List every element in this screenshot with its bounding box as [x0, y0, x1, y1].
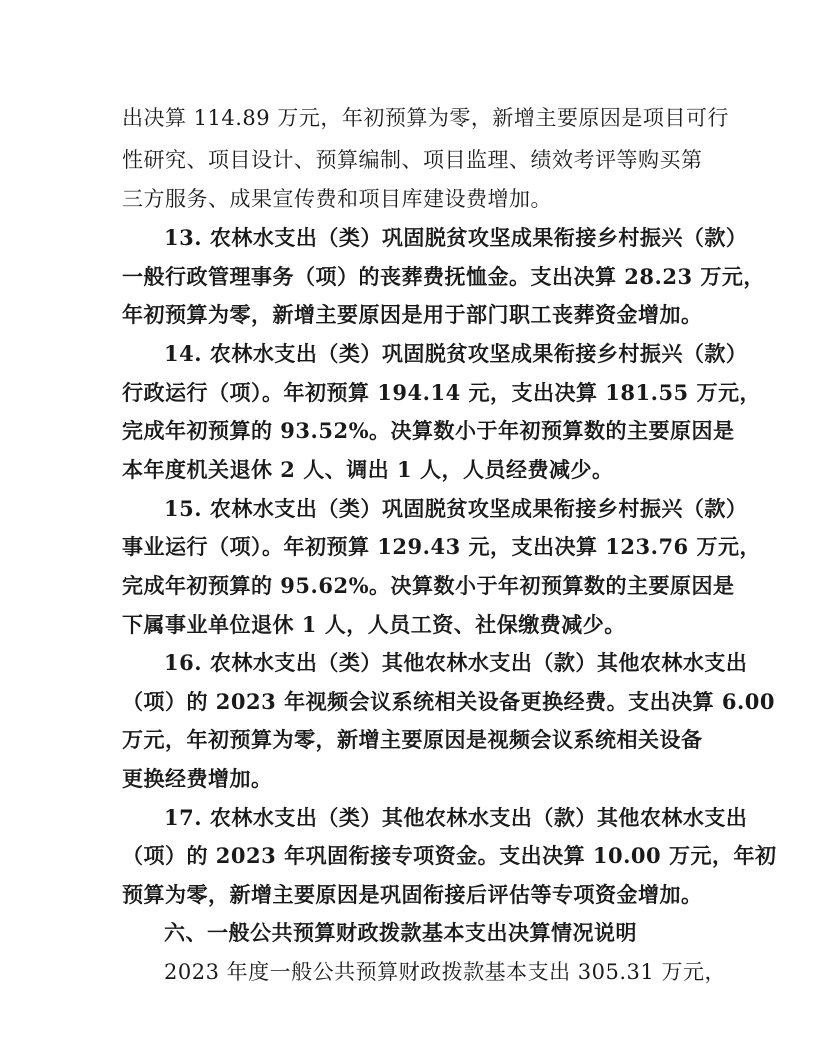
item-15-line: 完成年初预算的 95.62%。决算数小于年初预算数的主要原因是	[122, 573, 735, 598]
item-14-line: 14. 农林水支出（类）巩固脱贫攻坚成果衔接乡村振兴（款）	[164, 341, 748, 366]
item-15-line: 下属事业单位退休 1 人，人员工资、社保缴费减少。	[122, 612, 626, 637]
item-17-line: （项）的 2023 年巩固衔接专项资金。支出决算 10.00 万元，年初	[122, 843, 777, 868]
item-13-line: 13. 农林水支出（类）巩固脱贫攻坚成果衔接乡村振兴（款）	[164, 225, 748, 250]
item-16-line: 万元，年初预算为零，新增主要原因是视频会议系统相关设备	[122, 727, 703, 752]
paragraph-line: 性研究、项目设计、预算编制、项目监理、绩效考评等购买第	[122, 148, 703, 172]
paragraph-line: 出决算 114.89 万元，年初预算为零，新增主要原因是项目可行	[122, 106, 729, 130]
item-14-line: 行政运行（项）。年初预算 194.14 元，支出决算 181.55 万元，	[122, 380, 761, 405]
paragraph-line: 2023 年度一般公共预算财政拨款基本支出 305.31 万元，	[164, 960, 726, 984]
item-13-line: 一般行政管理事务（项）的丧葬费抚恤金。支出决算 28.23 万元，	[122, 264, 765, 289]
section-heading: 六、一般公共预算财政拨款基本支出决算情况说明	[164, 920, 637, 945]
item-14-line: 完成年初预算的 93.52%。决算数小于年初预算数的主要原因是	[122, 418, 735, 443]
item-16-line: 16. 农林水支出（类）其他农林水支出（款）其他农林水支出	[164, 650, 748, 675]
item-14-line: 本年度机关退休 2 人、调出 1 人，人员经费减少。	[122, 457, 614, 482]
item-17-line: 预算为零，新增主要原因是巩固衔接后评估等专项资金增加。	[122, 882, 703, 907]
item-17-line: 17. 农林水支出（类）其他农林水支出（款）其他农林水支出	[164, 805, 748, 830]
item-15-line: 事业运行（项）。年初预算 129.43 元，支出决算 123.76 万元，	[122, 534, 761, 559]
item-15-line: 15. 农林水支出（类）巩固脱贫攻坚成果衔接乡村振兴（款）	[164, 496, 748, 521]
item-13-line: 年初预算为零，新增主要原因是用于部门职工丧葬资金增加。	[122, 302, 703, 327]
paragraph-line: 三方服务、成果宣传费和项目库建设费增加。	[122, 187, 552, 211]
item-16-line: 更换经费增加。	[122, 766, 273, 791]
item-16-line: （项）的 2023 年视频会议系统相关设备更换经费。支出决算 6.00	[122, 689, 776, 714]
